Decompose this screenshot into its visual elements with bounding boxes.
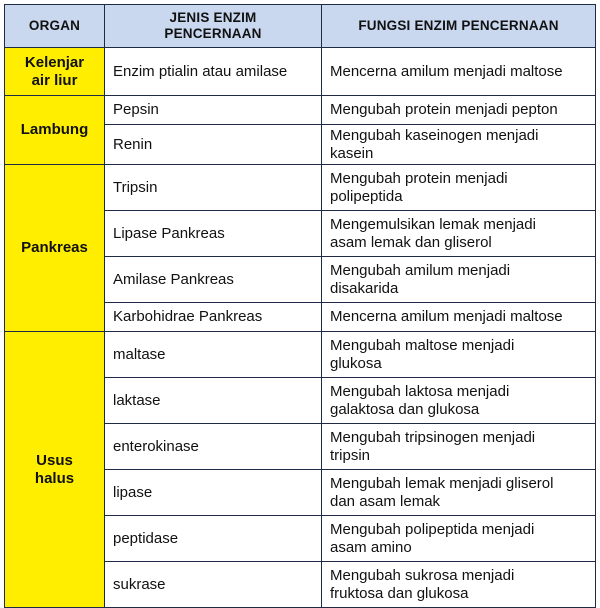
organ-usus-line1: Usus bbox=[36, 451, 73, 469]
fungsi-cell bbox=[322, 470, 596, 516]
enzim-cell: Renin bbox=[105, 125, 322, 165]
fungsi-line2: disakarida bbox=[330, 279, 399, 297]
enzim-cell: enterokinase bbox=[105, 424, 322, 470]
fungsi-line2: dan asam lemak bbox=[330, 492, 441, 510]
header-organ: ORGAN bbox=[5, 5, 105, 48]
fungsi-cell bbox=[322, 257, 596, 303]
fungsi-line2: tripsin bbox=[330, 446, 371, 464]
fungsi-line1: Mencerna amilum menjadi maltose bbox=[330, 308, 563, 325]
enzim-cell: Enzim ptialin atau amilase bbox=[105, 48, 322, 96]
enzim-cell: laktase bbox=[105, 378, 322, 424]
fungsi-cell bbox=[322, 378, 596, 424]
fungsi-line2: asam lemak dan gliserol bbox=[330, 233, 492, 251]
fungsi-line1: Mengubah sukrosa menjadi bbox=[330, 566, 515, 584]
fungsi-line1: Mengubah kaseinogen menjadi bbox=[330, 126, 539, 144]
fungsi-cell bbox=[322, 165, 596, 211]
table-row bbox=[5, 165, 596, 211]
fungsi-cell bbox=[322, 125, 596, 165]
fungsi-cell bbox=[322, 516, 596, 562]
fungsi-cell bbox=[322, 48, 596, 96]
fungsi-line2: polipeptida bbox=[330, 187, 403, 205]
fungsi-cell bbox=[322, 424, 596, 470]
organ-kelenjar-line2: air liur bbox=[31, 71, 78, 89]
enzim-cell: Karbohidrae Pankreas bbox=[105, 303, 322, 332]
fungsi-line1: Mengemulsikan lemak menjadi bbox=[330, 215, 536, 233]
organ-kelenjar-line1: Kelenjar bbox=[24, 53, 85, 71]
fungsi-line2: glukosa bbox=[330, 354, 382, 372]
enzim-cell: Amilase Pankreas bbox=[105, 257, 322, 303]
fungsi-line1: Mencerna amilum menjadi maltose bbox=[330, 62, 563, 80]
fungsi-line1: Mengubah laktosa menjadi bbox=[330, 382, 510, 400]
enzyme-table-container bbox=[4, 4, 595, 602]
table-row bbox=[5, 48, 596, 96]
header-jenis-enzim-line2: PENCERNAAN bbox=[164, 26, 262, 41]
fungsi-line2: asam amino bbox=[330, 538, 412, 556]
enzim-cell: sukrase bbox=[105, 562, 322, 608]
header-fungsi-enzim: FUNGSI ENZIM PENCERNAAN bbox=[322, 5, 596, 48]
fungsi-cell bbox=[322, 96, 596, 125]
organ-pankreas: Pankreas bbox=[5, 165, 105, 332]
fungsi-cell bbox=[322, 303, 596, 332]
enzim-cell: peptidase bbox=[105, 516, 322, 562]
organ-usus-line2: halus bbox=[34, 469, 75, 487]
enzim-cell: maltase bbox=[105, 332, 322, 378]
enzim-cell: lipase bbox=[105, 470, 322, 516]
fungsi-line1: Mengubah lemak menjadi gliserol bbox=[330, 474, 554, 492]
table-row bbox=[5, 96, 596, 125]
fungsi-cell bbox=[322, 332, 596, 378]
fungsi-line1: Mengubah polipeptida menjadi bbox=[330, 520, 535, 538]
enzim-cell: Tripsin bbox=[105, 165, 322, 211]
enzim-cell: Lipase Pankreas bbox=[105, 211, 322, 257]
fungsi-line1: Mengubah tripsinogen menjadi bbox=[330, 428, 536, 446]
organ-lambung: Lambung bbox=[5, 96, 105, 165]
header-jenis-enzim bbox=[105, 5, 322, 48]
fungsi-line2: kasein bbox=[330, 144, 374, 162]
organ-usus-halus bbox=[5, 332, 105, 608]
fungsi-line1: Mengubah amilum menjadi bbox=[330, 261, 511, 279]
table-row bbox=[5, 332, 596, 378]
fungsi-line1: Mengubah maltose menjadi bbox=[330, 336, 515, 354]
fungsi-line2: galaktosa dan glukosa bbox=[330, 400, 480, 418]
header-row bbox=[5, 5, 596, 48]
fungsi-cell bbox=[322, 211, 596, 257]
enzyme-table bbox=[4, 4, 596, 608]
enzim-cell: Pepsin bbox=[105, 96, 322, 125]
fungsi-cell bbox=[322, 562, 596, 608]
organ-kelenjar-air-liur bbox=[5, 48, 105, 96]
header-jenis-enzim-line1: JENIS ENZIM bbox=[169, 10, 257, 25]
fungsi-line1: Mengubah protein menjadi pepton bbox=[330, 101, 558, 118]
fungsi-line2: fruktosa dan glukosa bbox=[330, 584, 469, 602]
fungsi-line1: Mengubah protein menjadi bbox=[330, 169, 508, 187]
